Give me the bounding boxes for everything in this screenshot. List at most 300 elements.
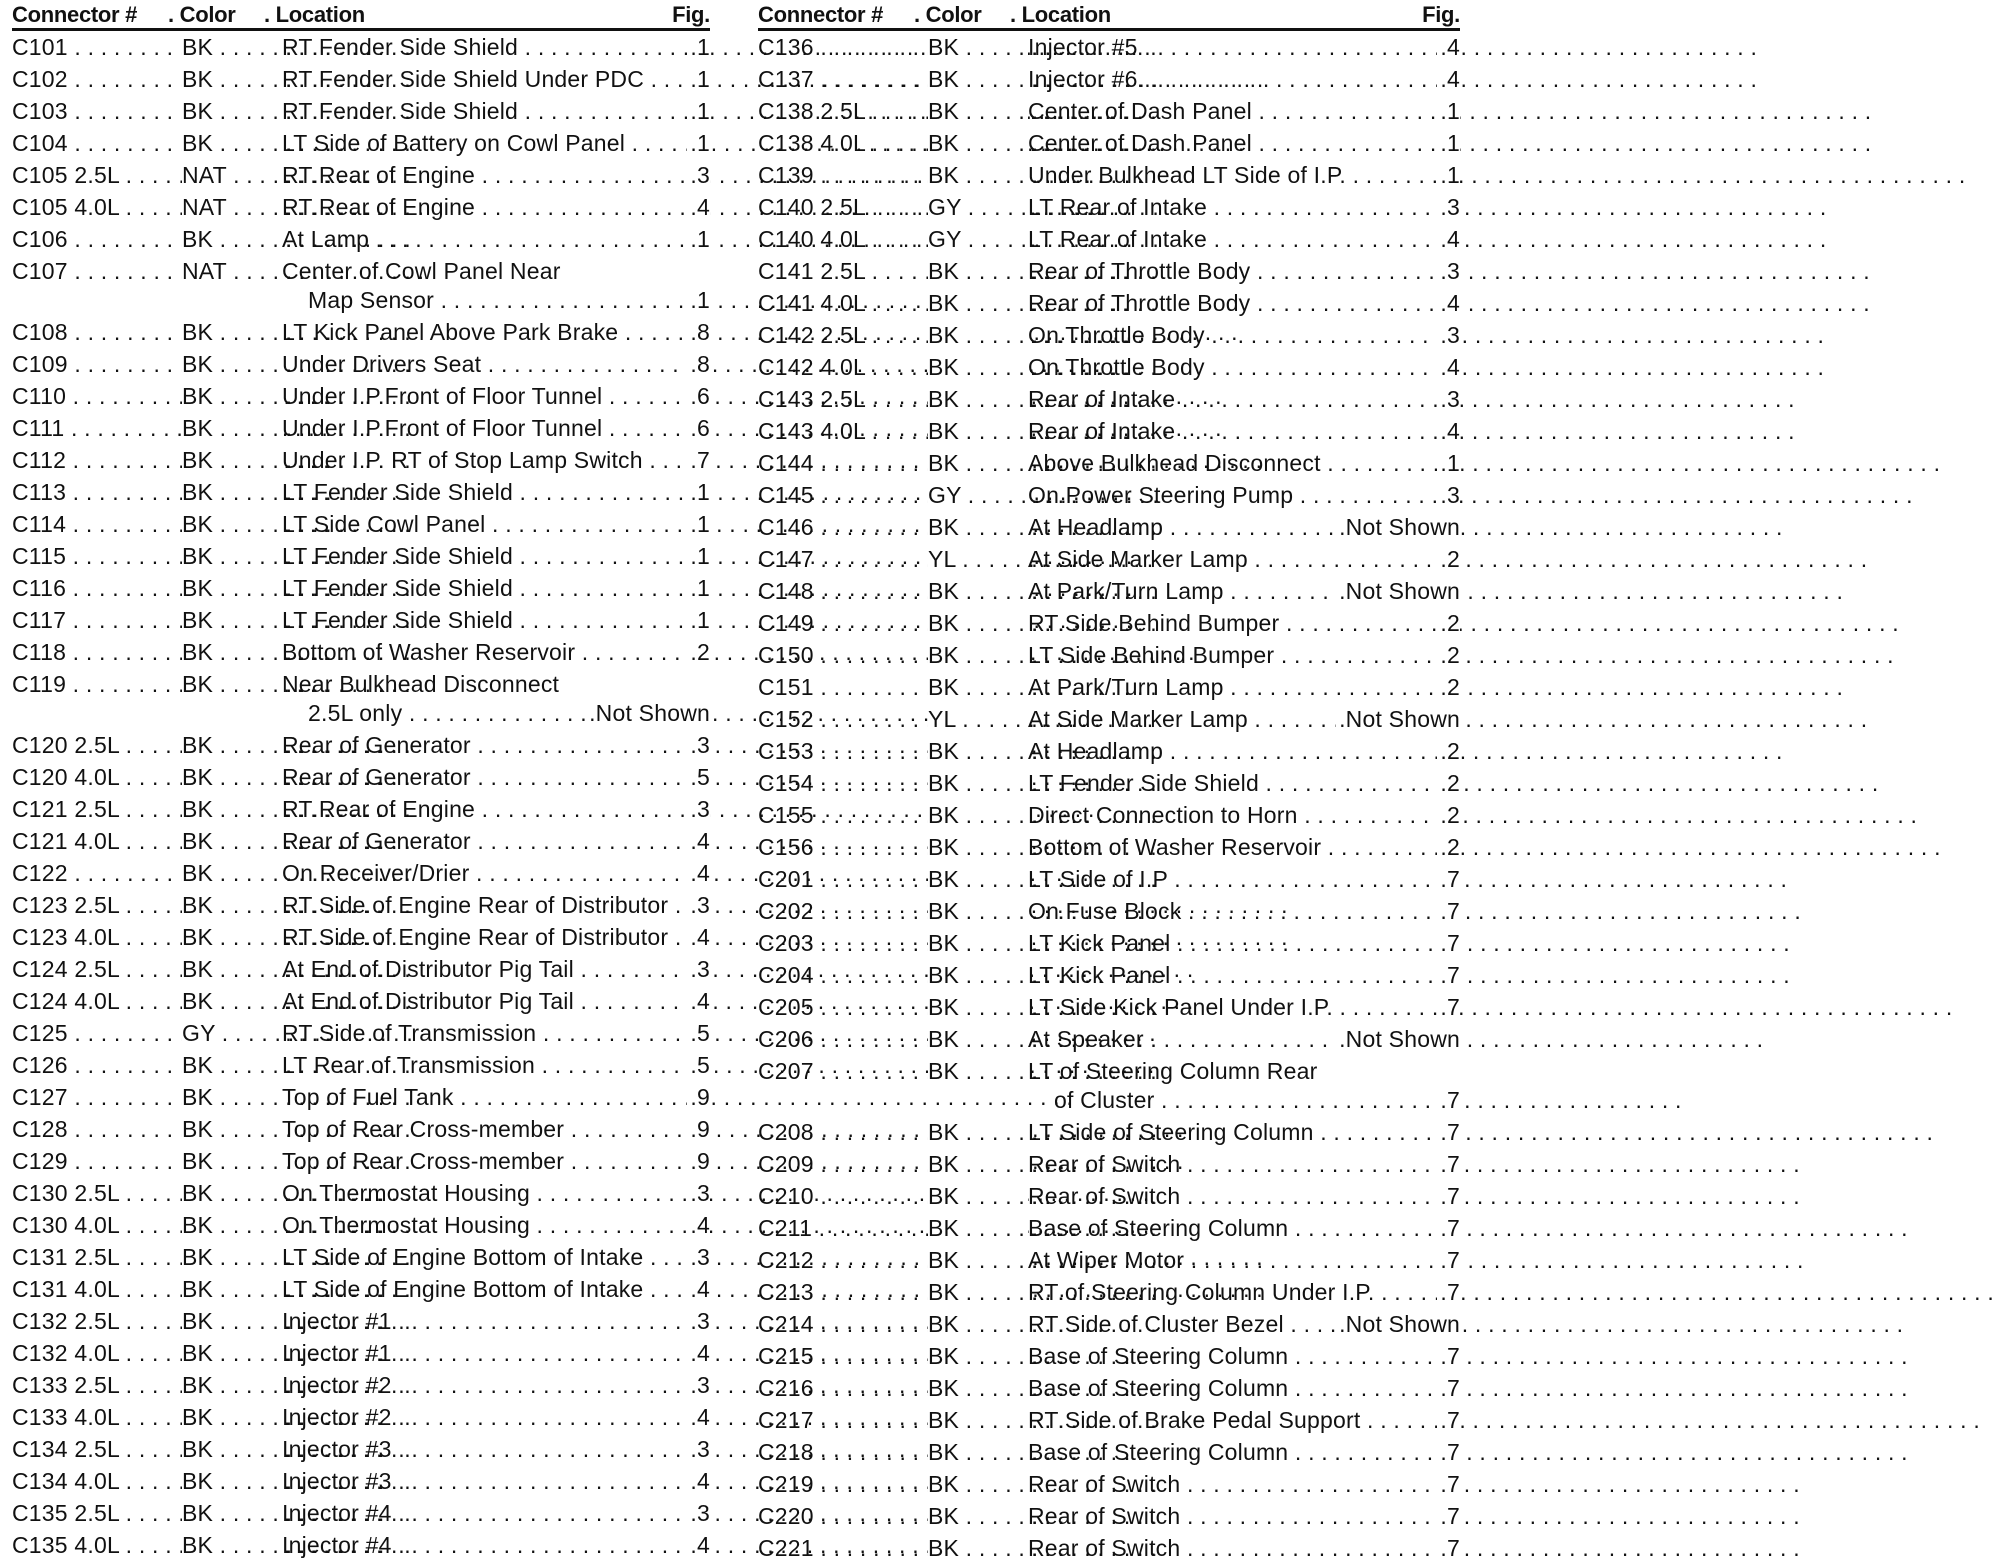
connector-number: C221 . . . [758,1532,850,1564]
connector-color: BK . . . [182,1337,282,1369]
connector-color: BK . . . [182,857,282,889]
figure-reference: .4 [1437,223,1460,255]
connector-location: Above Bulkhead Disconnect . . . [1028,447,1408,479]
table-row [758,1372,1460,1404]
figure-reference: .7 [1437,1468,1460,1500]
figure-reference: .2 [1437,767,1460,799]
connector-location: At Park/Turn Lamp . . . [1028,671,1408,703]
connector-location: Base of Steering Column . . . [1028,1436,1408,1468]
figure-reference: .8 [687,348,710,380]
figure-reference: .4 [687,1401,710,1433]
connector-number: C138 4.0L . . . [758,127,850,159]
connector-color: BK . . . [928,607,1028,639]
figure-reference: .7 [1437,991,1460,1023]
figure-reference: .Not Shown [586,697,710,729]
table-row [12,31,710,63]
figure-reference: .3 [687,1241,710,1273]
connector-color: YL . . . [928,543,1028,575]
table-row [12,380,710,412]
connector-number: C143 2.5L . . . [758,383,850,415]
table-row [758,767,1460,799]
connector-color: BK . . . [182,1433,282,1465]
table-row [758,959,1460,991]
connector-color: BK . . . [928,831,1028,863]
figure-reference: .1 [1437,159,1460,191]
connector-color: BK . . . [928,671,1028,703]
table-row [12,476,710,508]
left-column [12,0,710,1561]
figure-reference: .2 [1437,735,1460,767]
connector-location: Injector #4 . . . [282,1529,658,1561]
connector-location: LT Side of Engine Bottom of Intake . . . [282,1273,658,1305]
figure-reference: .2 [687,636,710,668]
connector-location: Under Bulkhead LT Side of I.P. . . . [1028,159,1408,191]
connector-number: C127 . . . [12,1081,104,1113]
connector-color: GY . . . [182,1017,282,1049]
right-table-header [758,0,1460,31]
connector-location: LT Kick Panel Above Park Brake . . . [282,316,658,348]
connector-number: C145 . . . [758,479,850,511]
connector-number: C132 4.0L . . . [12,1337,104,1369]
connector-number: C120 2.5L . . . [12,729,104,761]
figure-reference: .4 [1437,351,1460,383]
table-row [12,921,710,953]
table-row [12,572,710,604]
table-row [758,543,1460,575]
figure-reference: .6 [687,412,710,444]
connector-number: C154 . . . [758,767,850,799]
connector-number: C131 2.5L . . . [12,1241,104,1273]
connector-location: Direct Connection to Horn . . . [1028,799,1408,831]
connector-location: RT Rear of Engine . . . [282,793,658,825]
connector-number: C118 . . . [12,636,104,668]
table-row [12,636,710,668]
connector-color: BK . . . [928,511,1028,543]
connector-number: C216 . . . [758,1372,850,1404]
table-row [12,348,710,380]
figure-reference: .1 [687,604,710,636]
figure-reference: .7 [1437,1532,1460,1564]
connector-number: C126 . . . [12,1049,104,1081]
figure-reference: .3 [687,159,710,191]
connector-location: LT Kick Panel . . . [1028,959,1408,991]
connector-number: C111 . . . [12,412,104,444]
connector-number: C134 2.5L . . . [12,1433,104,1465]
connector-color: BK . . . [182,985,282,1017]
figure-reference: .7 [1437,1340,1460,1372]
table-row [758,319,1460,351]
connector-color: GY . . . [928,191,1028,223]
table-row [758,575,1460,607]
connector-location: Injector #6 . . . [1028,63,1408,95]
table-row [758,1148,1460,1180]
connector-location: Top of Fuel Tank . . . [282,1081,658,1113]
table-row [758,63,1460,95]
table-row [12,825,710,857]
connector-number: C155 . . . [758,799,850,831]
table-row [758,447,1460,479]
figure-reference: .1 [687,284,710,316]
connector-number: C209 . . . [758,1148,850,1180]
connector-location: At Side Marker Lamp . . . [1028,703,1408,735]
table-row [758,1244,1460,1276]
figure-reference: .1 [687,540,710,572]
table-row [12,1241,710,1273]
table-row [12,1145,710,1177]
connector-number: C212 . . . [758,1244,850,1276]
table-row [12,857,710,889]
connector-number: C124 2.5L . . . [12,953,104,985]
connector-color: BK . . . [928,1244,1028,1276]
connector-color: BK . . . [928,351,1028,383]
figure-reference: .9 [687,1145,710,1177]
table-row [12,63,710,95]
table-row [12,508,710,540]
connector-location: Bottom of Washer Reservoir . . . [282,636,658,668]
connector-header: Connector # [12,2,138,27]
figure-reference: .2 [1437,543,1460,575]
table-row [758,127,1460,159]
connector-color: NAT . . . [182,191,282,223]
connector-color: BK . . . [928,735,1028,767]
figure-reference: .4 [687,921,710,953]
connector-color: BK . . . [182,348,282,380]
connector-color: BK . . . [182,476,282,508]
connector-location-continued: Map Sensor . . . [308,284,658,316]
connector-number: C125 . . . [12,1017,104,1049]
figure-reference: .Not Shown [1336,511,1460,543]
connector-color: BK . . . [928,95,1028,127]
figure-reference: .2 [1437,671,1460,703]
fig-header: Fig. [1422,2,1460,27]
connector-number: C121 4.0L . . . [12,825,104,857]
table-row [12,1465,710,1497]
table-row [758,287,1460,319]
connector-location: RT Side of Transmission . . . [282,1017,658,1049]
connector-location: Under Drivers Seat . . . [282,348,658,380]
figure-reference: .4 [687,1529,710,1561]
connector-location: RT Side of Cluster Bezel . . . [1028,1308,1408,1340]
table-row [12,793,710,825]
connector-color: BK . . . [182,1529,282,1561]
left-table-body [12,31,710,1561]
figure-reference: .2 [1437,607,1460,639]
figure-reference: .2 [1437,831,1460,863]
connector-color: BK . . . [928,383,1028,415]
figure-reference: .4 [687,857,710,889]
table-row [12,444,710,476]
connector-number: C116 . . . [12,572,104,604]
table-row [12,729,710,761]
connector-number: C144 . . . [758,447,850,479]
connector-color: BK . . . [182,444,282,476]
connector-location: At Wiper Motor . . . [1028,1244,1408,1276]
figure-reference: .3 [687,1497,710,1529]
connector-color: YL . . . [928,703,1028,735]
table-row [758,863,1460,895]
connector-color: BK . . . [182,1049,282,1081]
connector-location: LT Kick Panel . . . [1028,927,1408,959]
right-table-body [758,31,1460,1564]
connector-color: BK . . . [928,1276,1028,1308]
figure-reference: .4 [687,825,710,857]
connector-location: Injector #3 . . . [282,1433,658,1465]
connector-color: BK . . . [928,1148,1028,1180]
connector-location: At Headlamp . . . [1028,511,1408,543]
connector-location: At End of Distributor Pig Tail . . . [282,953,658,985]
figure-reference: .4 [1437,63,1460,95]
connector-location: Rear of Switch . . . [1028,1532,1408,1564]
connector-color: BK . . . [928,1372,1028,1404]
figure-reference: .Not Shown [1336,703,1460,735]
connector-location: LT Rear of Intake . . . [1028,191,1408,223]
fig-header: Fig. [672,2,710,27]
connector-number: C156 . . . [758,831,850,863]
table-row [12,127,710,159]
figure-reference: .3 [1437,319,1460,351]
connector-location: RT Fender Side Shield Under PDC . . . [282,63,658,95]
connector-location: LT Side of Steering Column . . . [1028,1116,1408,1148]
connector-location: Injector #2 . . . [282,1401,658,1433]
connector-number: C133 4.0L . . . [12,1401,104,1433]
table-row [12,1017,710,1049]
connector-location: LT Side of I.P . . . [1028,863,1408,895]
table-row [12,889,710,921]
figure-reference: .7 [1437,1276,1460,1308]
connector-number: C108 . . . [12,316,104,348]
connector-number: C203 . . . [758,927,850,959]
connector-number: C128 . . . [12,1113,104,1145]
figure-reference: .Not Shown [1336,1023,1460,1055]
connector-location: At Park/Turn Lamp . . . [1028,575,1408,607]
figure-reference: .1 [687,63,710,95]
left-table-header [12,0,710,31]
connector-color: BK . . . [182,1497,282,1529]
connector-color: BK . . . [182,127,282,159]
connector-location: At Headlamp . . . [1028,735,1408,767]
table-row [12,1337,710,1369]
connector-color: BK . . . [928,1308,1028,1340]
table-row [12,604,710,636]
table-row [12,1177,710,1209]
connector-color: BK . . . [928,415,1028,447]
figure-reference: .9 [687,1113,710,1145]
figure-reference: .1 [1437,95,1460,127]
connector-location: RT Side of Brake Pedal Support . . . [1028,1404,1408,1436]
connector-color: BK . . . [928,863,1028,895]
connector-header: Connector # [758,2,884,27]
figure-reference: .3 [687,729,710,761]
table-row [758,1276,1460,1308]
table-row [758,1404,1460,1436]
connector-color: BK . . . [182,1241,282,1273]
connector-color: BK . . . [182,1305,282,1337]
figure-reference: .7 [1437,1244,1460,1276]
connector-number: C106 . . . [12,223,104,255]
connector-number: C148 . . . [758,575,850,607]
connector-location: Base of Steering Column . . . [1028,1212,1408,1244]
connector-color: BK . . . [928,1055,1028,1087]
table-row [758,1532,1460,1564]
connector-location: At Speaker . . . [1028,1023,1408,1055]
figure-reference: .1 [687,95,710,127]
connector-number: C208 . . . [758,1116,850,1148]
connector-number: C218 . . . [758,1436,850,1468]
connector-number: C204 . . . [758,959,850,991]
connector-location: Center of Cowl Panel Near [282,258,561,284]
connector-number: C141 2.5L . . . [758,255,850,287]
connector-color: BK . . . [182,316,282,348]
connector-location: Injector #2 . . . [282,1369,658,1401]
connector-color: GY . . . [928,479,1028,511]
table-row [12,95,710,127]
table-row [12,1273,710,1305]
connector-location: On Thermostat Housing . . . [282,1209,658,1241]
figure-reference: .2 [1437,799,1460,831]
connector-number: C110 . . . [12,380,104,412]
table-row [758,223,1460,255]
connector-color: BK . . . [182,636,282,668]
connector-number: C107 . . . [12,255,104,287]
figure-reference: .4 [687,1337,710,1369]
table-row [758,799,1460,831]
connector-color: BK . . . [928,1340,1028,1372]
figure-reference: .4 [1437,31,1460,63]
connector-color: BK . . . [182,825,282,857]
connector-number: C150 . . . [758,639,850,671]
figure-reference: .7 [1437,1084,1460,1116]
connector-color: BK . . . [182,1273,282,1305]
table-row [758,1116,1460,1148]
table-row [12,1497,710,1529]
connector-color: BK . . . [928,639,1028,671]
table-row [758,95,1460,127]
connector-color: BK . . . [182,540,282,572]
connector-color: BK . . . [928,287,1028,319]
connector-color: BK . . . [182,921,282,953]
connector-location: Rear of Generator . . . [282,825,658,857]
figure-reference: .1 [687,572,710,604]
connector-number: C103 . . . [12,95,104,127]
connector-color: BK . . . [928,1212,1028,1244]
connector-color: NAT . . . [182,159,282,191]
table-row [758,1436,1460,1468]
connector-number: C117 . . . [12,604,104,636]
connector-number: C153 . . . [758,735,850,767]
connector-location: Injector #3 . . . [282,1465,658,1497]
connector-number: C219 . . . [758,1468,850,1500]
connector-number: C141 4.0L . . . [758,287,850,319]
figure-reference: .7 [1437,1148,1460,1180]
connector-number: C217 . . . [758,1404,850,1436]
figure-reference: .7 [1437,1212,1460,1244]
figure-reference: .1 [687,31,710,63]
figure-reference: .7 [1437,1500,1460,1532]
connector-number: C220 . . . [758,1500,850,1532]
table-row [758,383,1460,415]
connector-number: C122 . . . [12,857,104,889]
connector-number: C102 . . . [12,63,104,95]
figure-reference: .1 [687,223,710,255]
table-row [758,191,1460,223]
connector-color: BK . . . [182,95,282,127]
connector-number: C139 . . . [758,159,850,191]
connector-location: LT Side of Engine Bottom of Intake . . . [282,1241,658,1273]
connector-number: C115 . . . [12,540,104,572]
connector-location: At End of Distributor Pig Tail . . . [282,985,658,1017]
connector-location: On Fuse Block . . . [1028,895,1408,927]
table-row [758,415,1460,447]
table-row [12,953,710,985]
table-row [758,831,1460,863]
figure-reference: .Not Shown [1336,1308,1460,1340]
figure-reference: .4 [687,985,710,1017]
table-row [12,191,710,223]
connector-number: C146 . . . [758,511,850,543]
connector-number: C136 . . . [758,31,850,63]
connector-color: BK . . . [928,1500,1028,1532]
connector-number: C142 2.5L . . . [758,319,850,351]
connector-location-continued: of Cluster . . . [1054,1084,1408,1116]
connector-number: C104 . . . [12,127,104,159]
table-row [12,412,710,444]
figure-reference: .1 [1437,127,1460,159]
figure-reference: .3 [687,793,710,825]
connector-color: BK . . . [928,1468,1028,1500]
connector-location: Near Bulkhead Disconnect [282,671,560,697]
table-row [758,1468,1460,1500]
connector-color: BK . . . [182,1113,282,1145]
connector-number: C109 . . . [12,348,104,380]
connector-location: Rear of Switch . . . [1028,1148,1408,1180]
table-row [758,991,1460,1023]
connector-color: BK . . . [928,767,1028,799]
connector-number: C140 2.5L . . . [758,191,850,223]
connector-number: C114 . . . [12,508,104,540]
connector-number: C149 . . . [758,607,850,639]
connector-color: BK . . . [928,1116,1028,1148]
figure-reference: .1 [687,508,710,540]
connector-color: BK . . . [928,895,1028,927]
connector-location: LT Side of Battery on Cowl Panel . . . [282,127,658,159]
connector-color: BK . . . [182,31,282,63]
connector-number: C124 4.0L . . . [12,985,104,1017]
figure-reference: .7 [687,444,710,476]
connector-number: C133 2.5L . . . [12,1369,104,1401]
connector-number: C143 4.0L . . . [758,415,850,447]
connector-number: C130 2.5L . . . [12,1177,104,1209]
connector-number: C120 4.0L . . . [12,761,104,793]
connector-number: C101 . . . [12,31,104,63]
connector-location: Injector #5 . . . [1028,31,1408,63]
connector-color: BK . . . [182,761,282,793]
connector-location: RT Side of Engine Rear of Distributor . . . [282,921,658,953]
connector-number: C201 . . . [758,863,850,895]
figure-reference: .7 [1437,1180,1460,1212]
table-row [12,1401,710,1433]
connector-color: BK . . . [928,1180,1028,1212]
table-row [12,1209,710,1241]
connector-location: RT Rear of Engine . . . [282,191,658,223]
connector-location: On Throttle Body . . . [1028,319,1408,351]
table-row [12,1081,710,1113]
connector-number: C211 . . . [758,1212,850,1244]
connector-color: BK . . . [928,1436,1028,1468]
figure-reference: .4 [687,191,710,223]
connector-location: LT Side Kick Panel Under I.P. . . . [1028,991,1408,1023]
figure-reference: .3 [687,1305,710,1337]
table-row [12,761,710,793]
